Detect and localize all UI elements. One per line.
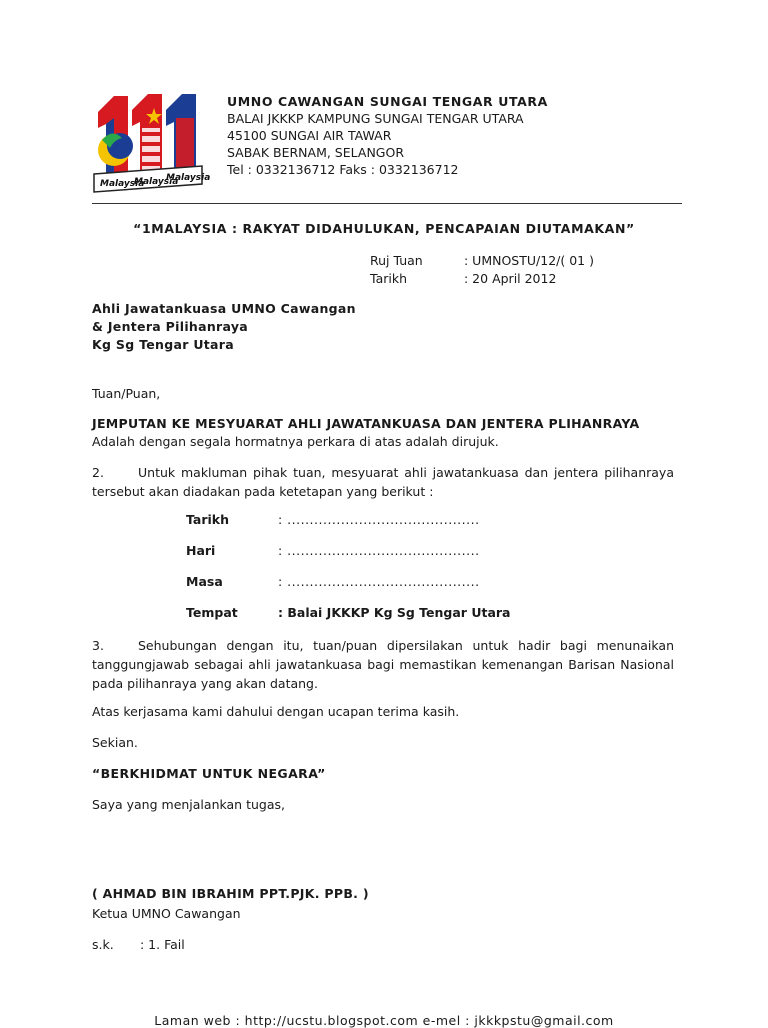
svg-text:Malaysia: Malaysia [134, 177, 179, 187]
tarikh-value: : 20 April 2012 [464, 271, 557, 286]
address-line-3: SABAK BERNAM, SELANGOR [227, 145, 405, 160]
date-row [370, 270, 594, 288]
thanks-text: Atas kerjasama kami dahului dengan ucapan terima kasih. [92, 704, 460, 719]
reference-block [370, 252, 594, 288]
paragraph-2-text: Untuk makluman pihak tuan, mesyuarat ahli jawatankuasa dan jentera pilihanraya tersebut akan diadakan pada ketetapan yang berikut : [92, 465, 674, 499]
org-name: UMNO CAWANGAN SUNGAI TENGAR UTARA [227, 94, 548, 109]
recipient-line-2: & Jentera Pilihanraya [92, 319, 249, 334]
paragraph-3-number: 3. [92, 638, 104, 653]
detail-row-tempat [186, 605, 510, 636]
reference-row [370, 252, 594, 270]
paragraph-2 [92, 463, 674, 501]
intro-text: Adalah dengan segala hormatnya perkara di atas adalah dirujuk. [92, 434, 499, 449]
signer-name: ( AHMAD BIN IBRAHIM PPT.PJK. PPB. ) [92, 886, 369, 901]
subject-line: JEMPUTAN KE MESYUARAT AHLI JAWATANKUASA DAN JENTERA PLIHANRAYA [92, 416, 640, 431]
carbon-copy [92, 937, 185, 952]
recipient-line-1: Ahli Jawatankuasa UMNO Cawangan [92, 301, 356, 316]
closing-text: Sekian. [92, 735, 138, 750]
signer-title: Ketua UMNO Cawangan [92, 906, 241, 921]
meeting-details [186, 512, 510, 636]
detail-row-hari [186, 543, 510, 574]
letterhead [227, 93, 548, 178]
header-divider [92, 203, 682, 204]
contact-line: Tel : 0332136712 Faks : 0332136712 [227, 162, 459, 177]
paragraph-3-text: Sehubungan dengan itu, tuan/puan dipersilakan untuk hadir bagi menunaikan tanggungjawab sebagai ahli jawatankuasa bagi memastikan kemenangan Barisan Nasional pada pilihanraya yang akan datang. [92, 638, 674, 691]
tarikh-label: Tarikh [370, 271, 407, 286]
signoff-text: Saya yang menjalankan tugas, [92, 797, 285, 812]
recipient-block [92, 300, 356, 354]
organization-logo [92, 88, 211, 200]
recipient-line-3: Kg Sg Tengar Utara [92, 337, 234, 352]
detail-label: Masa [186, 574, 223, 589]
address-line-2: 45100 SUNGAI AIR TAWAR [227, 128, 392, 143]
salutation: Tuan/Puan, [92, 386, 161, 401]
paragraph-2-number: 2. [92, 465, 104, 480]
cc-value: : 1. Fail [140, 937, 185, 952]
slogan: “BERKHIDMAT UNTUK NEGARA” [92, 766, 326, 781]
detail-label: Tempat [186, 605, 238, 620]
motto: “1MALAYSIA : RAKYAT DIDAHULUKAN, PENCAPAIAN DIUTAMAKAN” [133, 221, 635, 236]
address-line-1: BALAI JKKKP KAMPUNG SUNGAI TENGAR UTARA [227, 111, 524, 126]
1malaysia-logo-icon [92, 88, 211, 200]
ruj-value: : UMNOSTU/12/( 01 ) [464, 253, 594, 268]
detail-value: : ........................................... [278, 574, 480, 589]
detail-label: Tarikh [186, 512, 230, 527]
logo-brand-text: Malaysia [100, 179, 145, 189]
svg-text:Malaysia: Malaysia [166, 173, 211, 183]
detail-row-masa [186, 574, 510, 605]
detail-value: : ........................................... [278, 512, 480, 527]
detail-value: : Balai JKKKP Kg Sg Tengar Utara [278, 605, 511, 620]
detail-value: : ........................................... [278, 543, 480, 558]
paragraph-3 [92, 636, 674, 693]
footer-contact: Laman web : http://ucstu.blogspot.com e-mel : jkkkpstu@gmail.com [154, 1013, 614, 1028]
cc-label: s.k. [92, 937, 114, 952]
ruj-label: Ruj Tuan [370, 253, 423, 268]
detail-row-tarikh [186, 512, 510, 543]
detail-label: Hari [186, 543, 216, 558]
